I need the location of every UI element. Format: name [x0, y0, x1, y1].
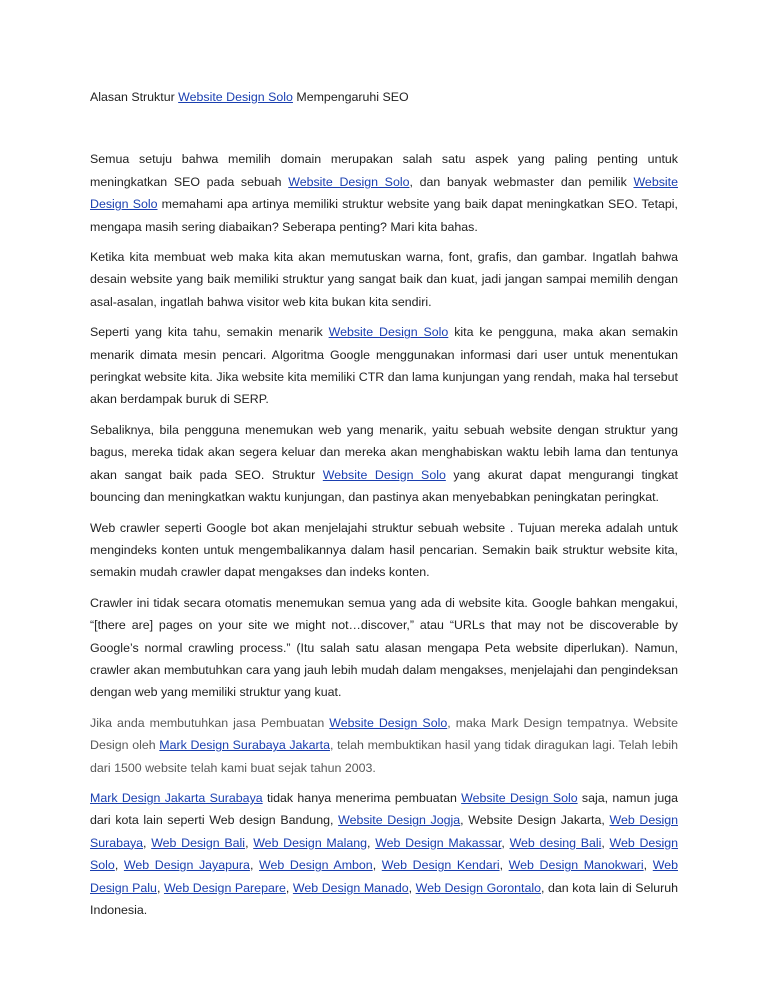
- paragraph-link[interactable]: Mark Design Surabaya Jakarta: [159, 738, 330, 753]
- document-body: [90, 86, 678, 929]
- title-suffix: Mempengaruhi SEO: [292, 90, 409, 104]
- paragraph-text: , dan kota lain di Seluruh Indonesia.: [90, 880, 679, 917]
- paragraph-text: , telah membuktikan hasil yang tidak diragukan lagi. Telah lebih dari 1500 website telah kami buat sejak tahun 2003.: [90, 738, 678, 775]
- paragraph-link[interactable]: Website Design Solo: [90, 174, 678, 212]
- paragraph-text: ,: [601, 835, 610, 850]
- paragraph-link[interactable]: Web Design Ambon: [259, 858, 373, 873]
- paragraph-text: Web crawler seperti Google bot akan menjelajahi struktur sebuah website . Tujuan mereka adalah untuk mengindeks konten untuk mengembalikannya dalam hasil pencarian. Semakin baik struktur website kita, semakin mudah crawler dapat mengakses dan indeks konten.: [90, 520, 678, 580]
- paragraph-link[interactable]: Web Design Gorontalo: [415, 880, 542, 895]
- paragraph-text: tidak hanya menerima pembuatan: [262, 790, 462, 805]
- paragraph-text: , Website Design Jakarta,: [460, 813, 610, 828]
- paragraph: [90, 246, 678, 313]
- paragraph-text: saja, namun juga dari kota lain seperti Web design Bandung,: [90, 790, 679, 828]
- paragraph-link[interactable]: Web Design Parepare: [163, 880, 286, 895]
- paragraph-text: yang akurat dapat mengurangi tingkat bouncing dan meningkatkan waktu kunjungan, dan pastinya akan menyebabkan peningkatan peringkat.: [90, 467, 678, 505]
- paragraph-link[interactable]: Web Design Surabaya: [90, 813, 678, 850]
- paragraph-text: ,: [249, 858, 260, 873]
- paragraph-text: Ketika kita membuat web maka kita akan memutuskan warna, font, grafis, dan gambar. Ingatlah bahwa desain website yang baik memiliki struktur yang sangat baik dan kuat, jadi jangan sampai memilih dengan asal-asalan, ingatlah bahwa visitor web kita bukan kita sendiri.: [90, 250, 678, 309]
- paragraph-text: ,: [372, 858, 382, 873]
- paragraph: [90, 787, 678, 921]
- paragraph-link[interactable]: Web Design Jayapura: [123, 858, 250, 873]
- paragraph: [90, 592, 678, 704]
- paragraph-link[interactable]: Website Design Solo: [322, 467, 446, 482]
- paragraph-link[interactable]: Web Design Kendari: [381, 858, 500, 873]
- paragraph-text: , maka Mark Design tempatnya. Website Design oleh: [90, 715, 678, 753]
- paragraph-link[interactable]: Mark Design Jakarta Surabaya: [90, 790, 263, 805]
- paragraph-text: ,: [408, 880, 416, 895]
- paragraph-link[interactable]: Website Design Jogja: [338, 813, 461, 828]
- paragraph: [90, 517, 678, 584]
- paragraph-text: ,: [501, 835, 510, 850]
- paragraph-text: ,: [245, 835, 254, 850]
- paragraph-text: ,: [643, 858, 653, 873]
- paragraph: [90, 148, 678, 238]
- paragraph-link[interactable]: Web Design Manokwari: [508, 858, 644, 873]
- paragraph-text: ,: [114, 858, 124, 873]
- paragraph-text: Crawler ini tidak secara otomatis menemukan semua yang ada di website kita. Google bahkan mengakui, “[there are] pages on your site we might not…discover,” atau “URLs that may not be discoverable by Google’s normal crawling process.” (Itu salah satu alasan mengapa Peta website diperlukan). Namun, crawler akan membutuhkan cara yang jauh lebih mudah dalam mengakses, menjelajahi dan pengindeksan dengan web yang memiliki struktur yang kuat.: [90, 595, 678, 700]
- paragraph-text: Sebaliknya, bila pengguna menemukan web yang menarik, yaitu sebuah website dengan struktur yang bagus, mereka tidak akan segera keluar dan mereka akan menghabiskan waktu lebih lama dan tentunya akan sangat baik pada SEO. Struktur: [90, 422, 678, 482]
- paragraph-text: ,: [499, 858, 509, 873]
- paragraph: [90, 321, 678, 411]
- paragraph-text: ,: [367, 835, 376, 850]
- paragraph-link[interactable]: Web Design Solo: [90, 835, 679, 873]
- paragraph-link[interactable]: Web Design Manado: [292, 880, 409, 895]
- document-title: [90, 86, 678, 108]
- paragraph: [90, 712, 678, 779]
- paragraph-link[interactable]: Website Design Solo: [329, 715, 448, 730]
- title-prefix: Alasan Struktur: [90, 90, 179, 104]
- paragraph-link[interactable]: Website Design Solo: [461, 790, 578, 805]
- paragraph-link[interactable]: Web desing Bali: [509, 835, 602, 850]
- paragraph-link[interactable]: Website Design Solo: [328, 325, 449, 340]
- title-link-website-design-solo[interactable]: Website Design Solo: [178, 90, 293, 104]
- paragraph-text: ,: [156, 880, 164, 895]
- paragraph-text: ,: [143, 835, 152, 850]
- paragraph-link[interactable]: Website Design Solo: [288, 174, 410, 189]
- paragraph-link[interactable]: Web Design Bali: [151, 835, 246, 850]
- paragraph-link[interactable]: Web Design Makassar: [375, 835, 502, 850]
- paragraph-text: ,: [285, 880, 293, 895]
- paragraph-text: kita ke pengguna, maka akan semakin menarik dimata mesin pencari. Algoritma Google menggunakan informasi dari user untuk menentukan peringkat website kita. Jika website kita memiliki CTR dan lama kunjungan yang rendah, maka hal tersebut akan berdampak buruk di SERP.: [90, 325, 678, 407]
- paragraph-text: , dan banyak webmaster dan pemilik: [409, 174, 634, 189]
- paragraph-list: [90, 148, 678, 921]
- paragraph-text: Seperti yang kita tahu, semakin menarik: [90, 325, 329, 340]
- paragraph: [90, 419, 678, 509]
- paragraph-text: Jika anda membutuhkan jasa Pembuatan: [90, 715, 330, 730]
- paragraph-link[interactable]: Web Design Palu: [90, 858, 678, 895]
- paragraph-text: Semua setuju bahwa memilih domain merupakan salah satu aspek yang paling penting untuk meningkatkan SEO pada sebuah: [90, 152, 678, 189]
- paragraph-link[interactable]: Web Design Malang: [253, 835, 368, 850]
- paragraph-text: memahami apa artinya memiliki struktur website yang baik dapat meningkatkan SEO. Tetapi, mengapa masih sering diabaikan? Seberapa penting? Mari kita bahas.: [90, 197, 678, 234]
